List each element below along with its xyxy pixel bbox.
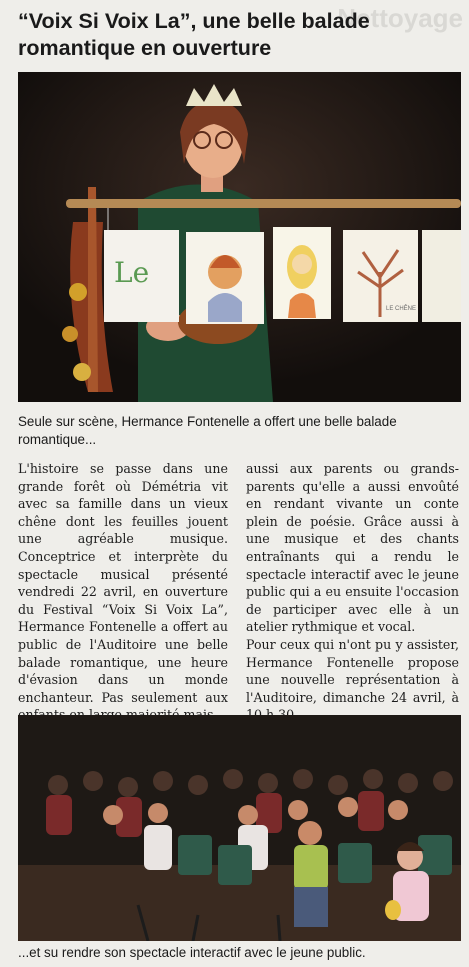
- photo-caption-1: Seule sur scène, Hermance Fontenelle a offert une belle balade romantique...: [18, 414, 397, 447]
- audience-photo: [18, 715, 461, 941]
- drawing-label-le: Le: [114, 256, 150, 289]
- drawing-label-chene: LE CHÊNE: [386, 306, 417, 312]
- stage-photo: [18, 72, 461, 402]
- article-column-1: [18, 460, 228, 724]
- neighbor-article-fragment: Nettoyage: [337, 3, 463, 33]
- article-column-2: [246, 460, 459, 724]
- article-paragraph: aussi aux parents ou grands-parents qu'elle a aussi envoûté en rendant vivante un conte plein de poésie. Grâce aussi à une musique et des chants entraînants qui a rendu le spectacle interactif avec le jeune public qui a eu ensuite l'occasion de participer avec elle à un atelier rythmique et vocal.: [246, 461, 459, 635]
- article-paragraph: L'histoire se passe dans une grande forêt où Démétria vit avec sa famille dans un vieux chêne dont les feuilles jouent une agréable musique. Conceptrice et interprète du spectacle musical présenté vendredi 22 avril, en ouverture du Festival “Voix Si Voix La”, Hermance Fontenelle a offert au public de l'Auditoire une belle balade romantique, une heure d'évasion dans un monde enchanteur. Pas seulement aux: [18, 461, 228, 705]
- article-headline: “Voix Si Voix La”, une belle balade romantique en ouverture: [18, 9, 370, 60]
- photo-caption-2: ...et su rendre son spectacle interactif avec le jeune public.: [18, 945, 366, 960]
- article-paragraph: Pour ceux qui n'ont pu y assister, Hermance Fontenelle propose une nouvelle représentation à l'Auditoire, dimanche 24 avril, à: [246, 636, 459, 705]
